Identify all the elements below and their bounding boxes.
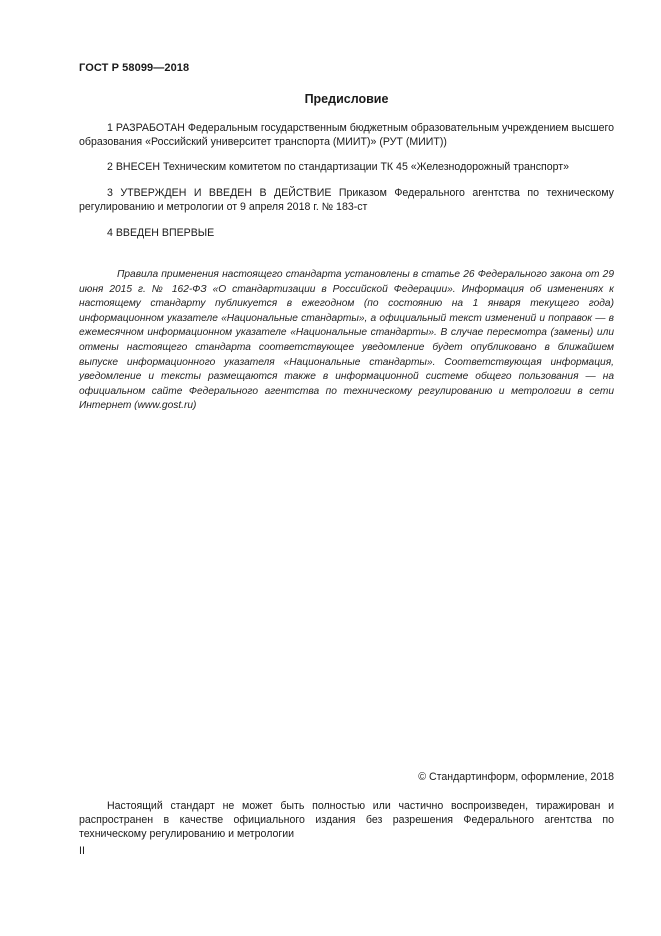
preface-item-approved (79, 186, 614, 214)
preface-item-text: Техническим комитетом по стандартизации ТК 45 «Железнодорожный транспорт» (162, 161, 570, 173)
preface-item-submitted (79, 160, 614, 174)
preface-title: Предисловие (304, 92, 389, 106)
preface-item-label: ВНЕСЕН (115, 161, 161, 173)
preface-item-number: 4 (107, 227, 113, 239)
preface-item-introduced (79, 226, 614, 240)
standard-code: ГОСТ Р 58099—2018 (79, 62, 190, 74)
reproduction-notice: Настоящий стандарт не может быть полностью или частично воспроизведен, тиражирован и распространен в качестве официального издания без разрешения Федерального агентства по техническому регулированию и метрологии (79, 800, 614, 840)
preface-item-text: Федеральным государственным бюджетным образовательным учреждением высшего образования «Российский университет транспорта (МИИТ)» (РУТ (МИИТ)) (79, 122, 614, 148)
preface-item-number: 3 (107, 187, 113, 199)
copyright-line: © Стандартинформ, оформление, 2018 (418, 771, 614, 783)
preface-item-number: 2 (107, 161, 113, 173)
standard-application-notice: Правила применения настоящего стандарта установлены в статье 26 Федерального закона от 29 июня 2015 г. № 162-ФЗ «О стандартизации в Российской Федерации». Информация об изменениях к настоящему стандарту публикуется в ежегодном (по состоянию на 1 января текущего года) информационном указателе «Национальные стандарты», а официальный текст изменений и поправок — в ежемесячном информационном указателе «Национальные стандарты». В случае пересмотра (замены) или отмены настоящего стандарта соответствующее уведомление будет опубликовано в ближайшем выпуске информационного указателя «Национальные стандарты». Соответствующая информация, уведомление и тексты размещаются также в информационной системе общего пользования — на официальном сайте Федерального агентства по техническому регулированию и метрологии в сети Интернет (www.gost.ru) (79, 269, 614, 412)
preface-item-label: РАЗРАБОТАН (115, 122, 185, 134)
preface-item-label: ВВЕДЕН ВПЕРВЫЕ (115, 227, 215, 239)
preface-item-developed (79, 121, 614, 149)
page-number: II (79, 845, 85, 857)
preface-item-text: Приказом Федерального агентства по техническому регулированию и метрологии от 9 апреля 2018 г. № 183-ст (79, 187, 614, 213)
preface-item-number: 1 (107, 122, 113, 134)
preface-item-label: УТВЕРЖДЕН И ВВЕДЕН В ДЕЙСТВИЕ (120, 187, 332, 199)
